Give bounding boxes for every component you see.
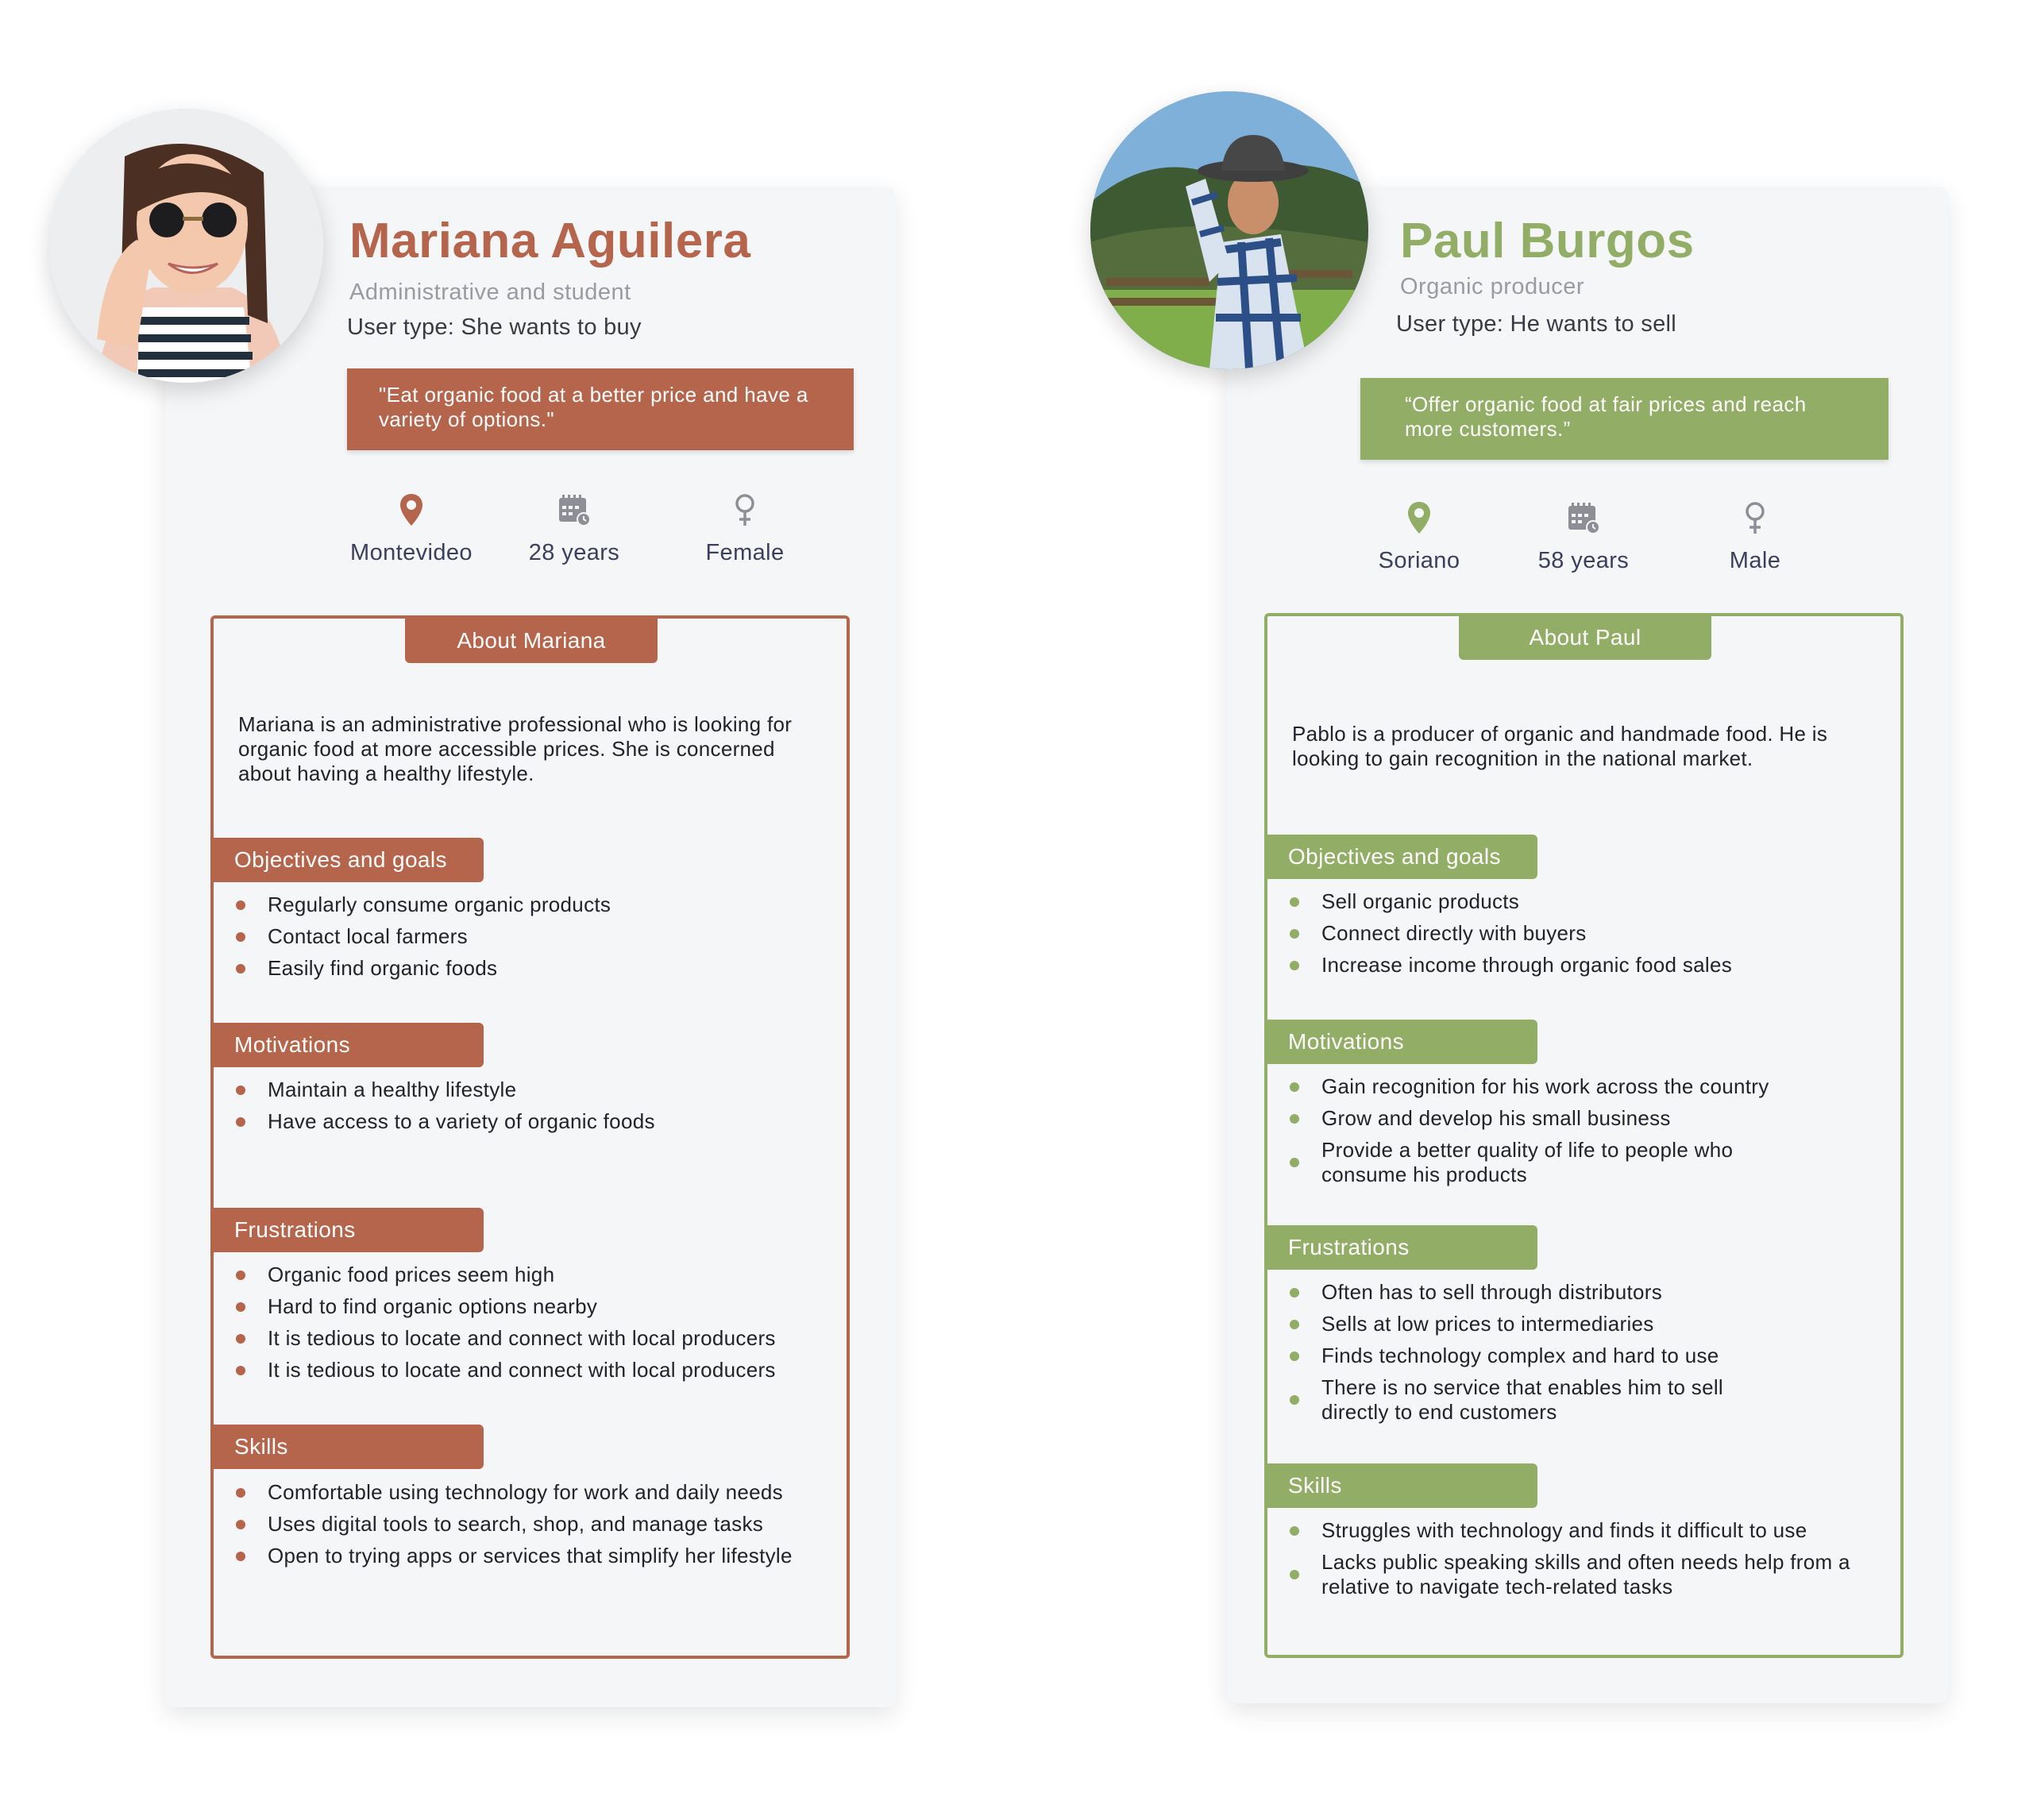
bullet-dot	[236, 1520, 245, 1529]
bullet-dot	[1290, 961, 1299, 970]
paul-objectives-title: Objectives and goals	[1267, 835, 1537, 879]
paul-name: Paul Burgos	[1400, 214, 1695, 268]
female-symbol-icon	[733, 492, 757, 527]
paul-location	[1340, 500, 1499, 574]
paul-motivations-list	[1290, 1074, 1830, 1194]
list-item: Organic food prices seem high	[236, 1263, 863, 1287]
list-item: Provide a better quality of life to people who consume his products	[1290, 1138, 1798, 1187]
mariana-about-text: Mariana is an administrative professional who is looking for organic food at more accessible prices. She is concerned about having a healthy lifestyle.	[238, 712, 793, 785]
paul-quote: “Offer organic food at fair prices and reach more customers.”	[1360, 378, 1888, 460]
mariana-gender	[665, 492, 824, 566]
list-item: Lacks public speaking skills and often needs help from a relative to navigate tech-related tasks	[1290, 1550, 1877, 1599]
list-item: Sells at low prices to intermediaries	[1290, 1312, 1830, 1336]
mariana-motivations-title: Motivations	[214, 1023, 484, 1067]
location-pin-icon	[399, 492, 424, 527]
bullet-dot	[236, 1552, 245, 1561]
bullet-dot	[236, 1302, 245, 1312]
paul-about-text: Pablo is a producer of organic and handmade food. He is looking to gain recognition in the national market.	[1292, 722, 1828, 770]
bullet-dot	[236, 932, 245, 942]
paul-user-type: User type: He wants to sell	[1396, 311, 1677, 337]
calendar-icon	[1566, 500, 1601, 535]
list-item: Contact local farmers	[236, 924, 847, 949]
list-item: Maintain a healthy lifestyle	[236, 1078, 847, 1102]
location-pin-icon	[1406, 500, 1432, 535]
mariana-location-label: Montevideo	[350, 540, 473, 565]
list-item: Increase income through organic food sales	[1290, 953, 1901, 977]
paul-age-label: 58 years	[1537, 548, 1630, 573]
list-item: Regularly consume organic products	[236, 893, 847, 917]
mariana-objectives-title: Objectives and goals	[214, 838, 484, 882]
bullet-dot	[1290, 1320, 1299, 1329]
calendar-icon	[557, 492, 592, 527]
mariana-motivations-list	[236, 1078, 847, 1141]
bullet-dot	[236, 900, 245, 910]
bullet-dot	[1290, 1526, 1299, 1536]
mariana-gender-label: Female	[705, 540, 785, 565]
paul-avatar	[1090, 91, 1368, 369]
bullet-dot	[1290, 1288, 1299, 1298]
mariana-user-type: User type: She wants to buy	[347, 314, 642, 340]
bullet-dot	[1290, 1114, 1299, 1124]
mariana-age	[495, 492, 654, 566]
mariana-name: Mariana Aguilera	[349, 214, 751, 268]
bullet-dot	[1290, 1570, 1299, 1579]
paul-about-title: About Paul	[1459, 615, 1711, 660]
bullet-dot	[1290, 897, 1299, 907]
mariana-about-title: About Mariana	[405, 619, 658, 663]
list-item: Easily find organic foods	[236, 956, 847, 981]
mariana-age-label: 28 years	[528, 540, 620, 565]
list-item: Comfortable using technology for work and daily needs	[236, 1480, 847, 1505]
paul-location-label: Soriano	[1378, 548, 1460, 573]
paul-frustrations-title: Frustrations	[1267, 1225, 1537, 1270]
mariana-avatar	[49, 109, 323, 383]
bullet-dot	[236, 1488, 245, 1498]
mariana-objectives-list	[236, 893, 847, 988]
paul-gender	[1676, 500, 1834, 574]
paul-objectives-list	[1290, 889, 1901, 985]
mariana-location	[332, 492, 491, 566]
list-item: Have access to a variety of organic foods	[236, 1109, 847, 1134]
list-item: It is tedious to locate and connect with local producers	[236, 1326, 863, 1351]
mariana-frustrations-list	[236, 1263, 863, 1390]
list-item: Often has to sell through distributors	[1290, 1280, 1830, 1305]
paul-motivations-title: Motivations	[1267, 1020, 1537, 1064]
mariana-quote: "Eat organic food at a better price and have a variety of options."	[347, 368, 854, 450]
list-item: Grow and develop his small business	[1290, 1106, 1830, 1131]
bullet-dot	[1290, 1158, 1299, 1167]
bullet-dot	[236, 1366, 245, 1375]
list-item: It is tedious to locate and connect with local producers	[236, 1358, 863, 1382]
mariana-photo	[49, 109, 323, 383]
paul-skills-title: Skills	[1267, 1463, 1537, 1508]
list-item: Connect directly with buyers	[1290, 921, 1901, 946]
bullet-dot	[1290, 1395, 1299, 1405]
mariana-skills-title: Skills	[214, 1425, 484, 1469]
mariana-role: Administrative and student	[349, 280, 631, 305]
paul-frustrations-list	[1290, 1280, 1830, 1432]
bullet-dot	[236, 1085, 245, 1095]
paul-age	[1504, 500, 1663, 574]
bullet-dot	[236, 1334, 245, 1344]
paul-gender-label: Male	[1729, 548, 1781, 573]
mariana-frustrations-title: Frustrations	[214, 1208, 484, 1252]
gender-symbol-icon	[1743, 500, 1767, 535]
bullet-dot	[236, 1271, 245, 1280]
paul-skills-list	[1290, 1518, 1893, 1606]
bullet-dot	[1290, 929, 1299, 939]
list-item: Open to trying apps or services that simplify her lifestyle	[236, 1544, 808, 1568]
list-item: Struggles with technology and finds it difficult to use	[1290, 1518, 1893, 1543]
bullet-dot	[1290, 1082, 1299, 1092]
list-item: Hard to find organic options nearby	[236, 1294, 863, 1319]
paul-photo	[1090, 91, 1368, 369]
list-item: There is no service that enables him to sell directly to end customers	[1290, 1375, 1790, 1425]
list-item: Sell organic products	[1290, 889, 1901, 914]
bullet-dot	[236, 1117, 245, 1127]
bullet-dot	[1290, 1352, 1299, 1361]
mariana-skills-list	[236, 1480, 847, 1575]
list-item: Gain recognition for his work across the country	[1290, 1074, 1830, 1099]
bullet-dot	[236, 964, 245, 974]
paul-role: Organic producer	[1400, 274, 1585, 299]
list-item: Finds technology complex and hard to use	[1290, 1344, 1830, 1368]
list-item: Uses digital tools to search, shop, and manage tasks	[236, 1512, 847, 1537]
